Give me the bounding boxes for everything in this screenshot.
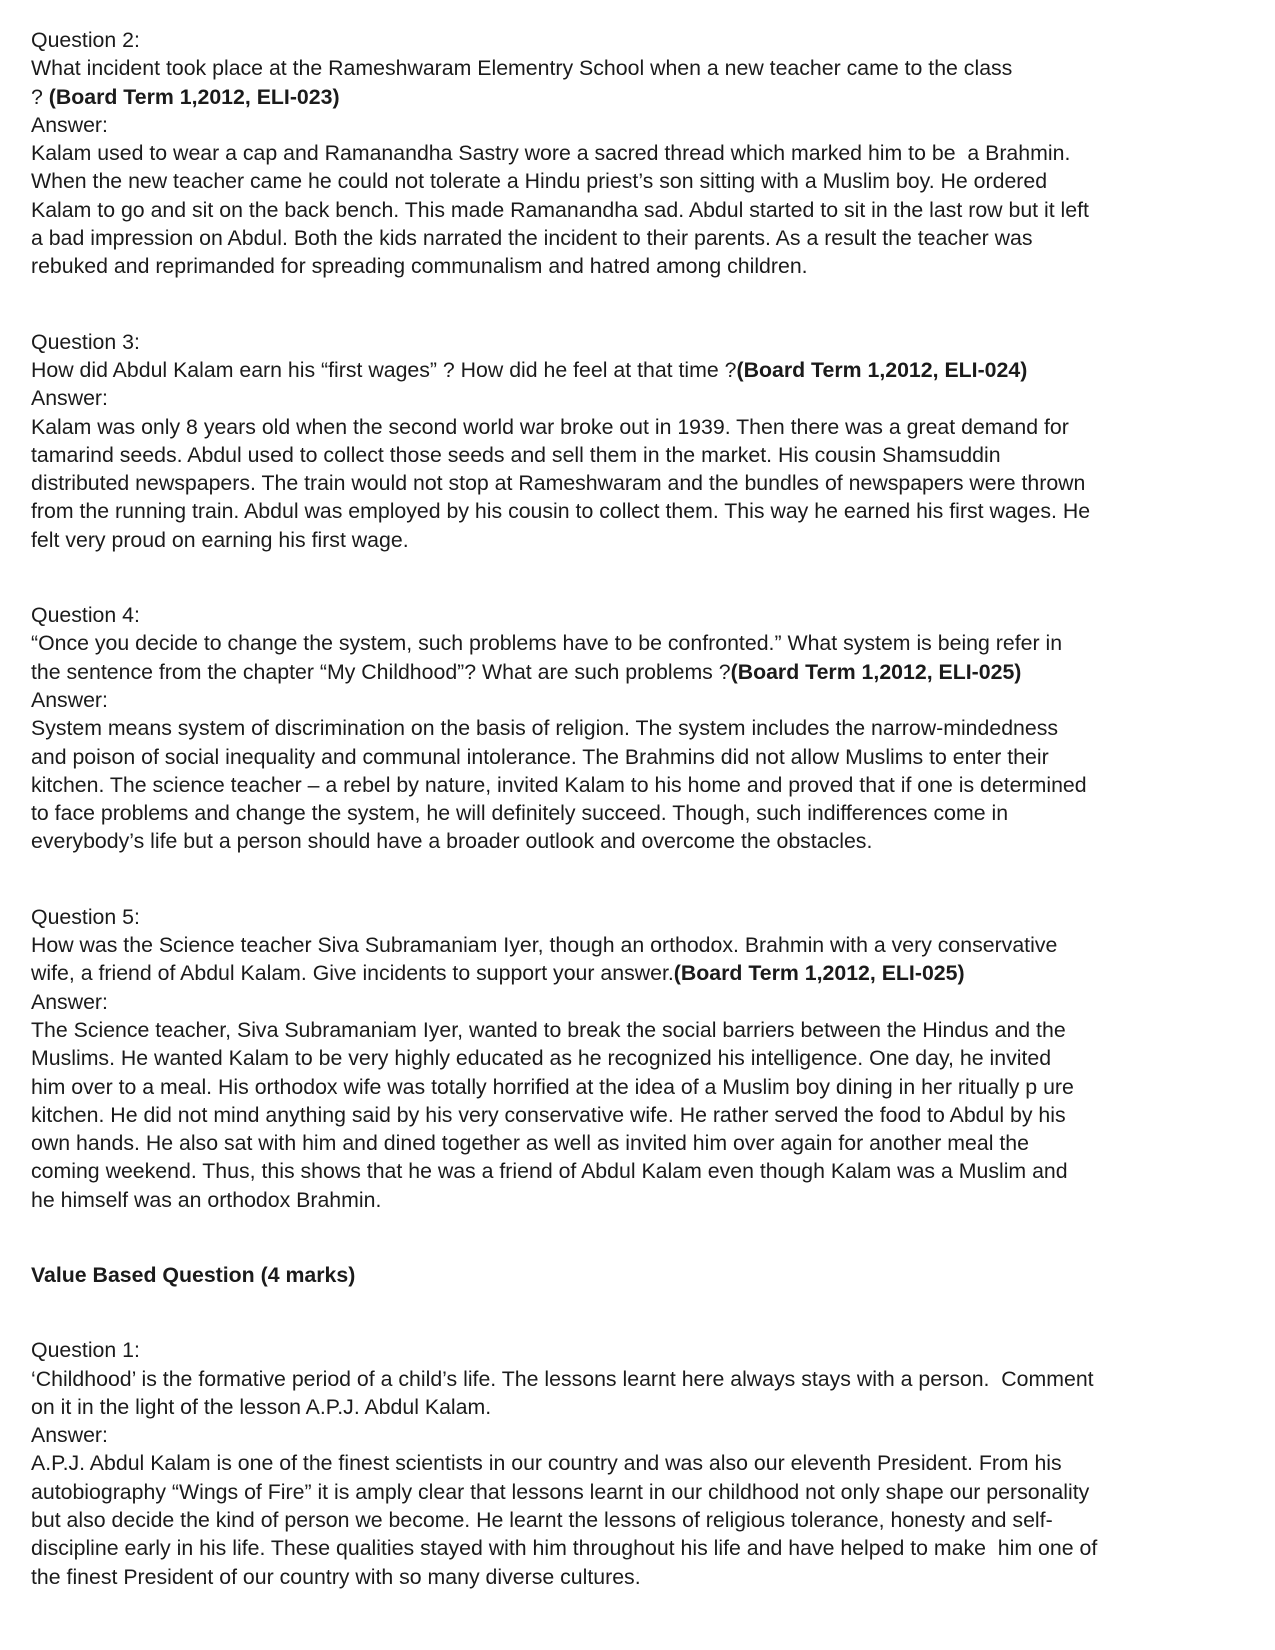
- text-segment: tamarind seeds. Abdul used to collect those seeds and sell them in the market. His cousin Shamsuddin: [31, 442, 1001, 467]
- text-segment: the finest President of our country with so many diverse cultures.: [31, 1564, 641, 1589]
- text-line: [31, 1393, 1251, 1421]
- text-line: [31, 658, 1251, 686]
- text-line: [31, 26, 1251, 54]
- text-line: [31, 743, 1251, 771]
- text-segment: wife, a friend of Abdul Kalam. Give incidents to support your answer.: [31, 961, 674, 986]
- text-line: [31, 771, 1251, 799]
- text-segment: felt very proud on earning his first wage.: [31, 527, 409, 552]
- text-segment: kitchen. The science teacher – a rebel by nature, invited Kalam to his home and proved that if one is determined: [31, 772, 1087, 797]
- text-segment: Answer:: [31, 1423, 108, 1448]
- text-line: [31, 196, 1251, 224]
- text-segment: The Science teacher, Siva Subramaniam Iyer, wanted to break the social barriers between the Hindus and the: [31, 1017, 1066, 1042]
- bold-text-segment: (Board Term 1,2012, ELI-025): [673, 961, 965, 986]
- text-line: [31, 959, 1251, 987]
- bold-text-segment: (Board Term 1,2012, ELI-025): [730, 659, 1022, 684]
- bold-text-segment: Value Based Question (4 marks): [31, 1262, 356, 1287]
- text-line: [31, 54, 1251, 82]
- text-segment: he himself was an orthodox Brahmin.: [31, 1187, 382, 1212]
- text-segment: distributed newspapers. The train would not stop at Rameshwaram and the bundles of newspapers were thrown: [31, 471, 1086, 496]
- text-line: [31, 139, 1251, 167]
- text-segment: and poison of social inequality and communal intolerance. The Brahmins did not allow Muslims to enter their: [31, 744, 1049, 769]
- text-segment: Answer:: [31, 386, 108, 411]
- text-segment: coming weekend. Thus, this shows that he was a friend of Abdul Kalam even though Kalam was a Muslim and: [31, 1159, 1068, 1184]
- text-segment: What incident took place at the Rameshwaram Elementry School when a new teacher came to the class: [31, 56, 1013, 81]
- text-line: [31, 1421, 1251, 1449]
- text-line: [31, 629, 1251, 657]
- text-line: [31, 1261, 1251, 1289]
- text-segment: rebuked and reprimanded for spreading communalism and hatred among children.: [31, 254, 808, 279]
- value-based-question-heading: [31, 1261, 1251, 1289]
- text-line: [31, 1129, 1251, 1157]
- text-line: [31, 469, 1251, 497]
- question-2-block: [31, 26, 1251, 281]
- text-segment: everybody’s life but a person should have a broader outlook and overcome the obstacles.: [31, 829, 873, 854]
- text-segment: but also decide the kind of person we become. He learnt the lessons of religious tolerance, honesty and self-: [31, 1508, 1053, 1533]
- text-line: [31, 224, 1251, 252]
- text-line: [31, 1534, 1251, 1562]
- document-body: [31, 26, 1251, 1591]
- text-segment: Kalam was only 8 years old when the second world war broke out in 1939. Then there was a great demand for: [31, 414, 1069, 439]
- text-segment: ?: [31, 84, 49, 109]
- text-line: [31, 903, 1251, 931]
- text-segment: discipline early in his life. These qualities stayed with him throughout his life and have helped to make him one of: [31, 1536, 1098, 1561]
- text-line: [31, 1073, 1251, 1101]
- text-segment: the sentence from the chapter “My Childhood”? What are such problems ?: [31, 659, 731, 684]
- text-segment: Kalam to go and sit on the back bench. This made Ramanandha sad. Abdul started to sit in the last row but it left: [31, 197, 1089, 222]
- text-line: [31, 1449, 1251, 1477]
- text-segment: How did Abdul Kalam earn his “first wages” ? How did he feel at that time ?: [31, 357, 737, 382]
- text-segment: a bad impression on Abdul. Both the kids narrated the incident to their parents. As a result the teacher was: [31, 226, 1033, 251]
- text-segment: Kalam used to wear a cap and Ramanandha Sastry wore a sacred thread which marked him to be a Brahmin.: [31, 141, 1071, 166]
- text-line: [31, 252, 1251, 280]
- text-segment: Question 2:: [31, 28, 140, 52]
- text-segment: When the new teacher came he could not tolerate a Hindu priest’s son sitting with a Muslim boy. He ordered: [31, 169, 1048, 194]
- text-segment: on it in the light of the lesson A.P.J. Abdul Kalam.: [31, 1394, 492, 1419]
- text-segment: from the running train. Abdul was employed by his cousin to collect them. This way he earned his first wages. He: [31, 499, 1091, 524]
- text-line: [31, 413, 1251, 441]
- text-segment: Question 1:: [31, 1338, 140, 1363]
- text-segment: Answer:: [31, 112, 108, 137]
- text-segment: How was the Science teacher Siva Subramaniam Iyer, though an orthodox. Brahmin with a very conservative: [31, 933, 1058, 958]
- text-line: [31, 441, 1251, 469]
- text-line: [31, 714, 1251, 742]
- question-4-block: [31, 601, 1251, 856]
- text-segment: kitchen. He did not mind anything said by his very conservative wife. He rather served the food to Abdul by his: [31, 1102, 1066, 1127]
- text-segment: Question 5:: [31, 904, 140, 929]
- text-line: [31, 1186, 1251, 1214]
- text-line: [31, 526, 1251, 554]
- text-segment: Answer:: [31, 989, 108, 1014]
- text-line: [31, 1563, 1251, 1591]
- text-line: [31, 1478, 1251, 1506]
- text-segment: “Once you decide to change the system, such problems have to be confronted.” What system is being refer in: [31, 631, 1063, 656]
- text-line: [31, 931, 1251, 959]
- text-segment: ‘Childhood’ is the formative period of a child’s life. The lessons learnt here always stays with a person. Comment: [31, 1366, 1094, 1391]
- text-line: [31, 111, 1251, 139]
- text-line: [31, 328, 1251, 356]
- text-line: [31, 1044, 1251, 1072]
- text-line: [31, 988, 1251, 1016]
- text-segment: System means system of discrimination on the basis of religion. The system includes the narrow-mindedness: [31, 716, 1059, 741]
- text-segment: him over to a meal. His orthodox wife was totally horrified at the idea of a Muslim boy dining in her ritually p ure: [31, 1074, 1074, 1099]
- text-segment: autobiography “Wings of Fire” it is amply clear that lessons learnt in our childhood not only shape our personality: [31, 1479, 1090, 1504]
- question-5-block: [31, 903, 1251, 1214]
- value-question-1-block: [31, 1336, 1251, 1591]
- text-line: [31, 1101, 1251, 1129]
- question-3-block: [31, 328, 1251, 554]
- text-line: [31, 799, 1251, 827]
- text-segment: to face problems and change the system, he will definitely succeed. Though, such indifferences come in: [31, 801, 1009, 826]
- text-line: [31, 686, 1251, 714]
- text-segment: Question 3:: [31, 329, 140, 354]
- text-line: [31, 1365, 1251, 1393]
- text-line: [31, 601, 1251, 629]
- text-line: [31, 83, 1251, 111]
- text-line: [31, 384, 1251, 412]
- bold-text-segment: (Board Term 1,2012, ELI-024): [736, 357, 1028, 382]
- text-line: [31, 827, 1251, 855]
- text-line: [31, 1016, 1251, 1044]
- bold-text-segment: (Board Term 1,2012, ELI-023): [48, 84, 340, 109]
- text-line: [31, 497, 1251, 525]
- text-segment: own hands. He also sat with him and dined together as well as invited him over again for another meal the: [31, 1131, 1029, 1156]
- text-segment: Question 4:: [31, 603, 140, 628]
- text-line: [31, 1157, 1251, 1185]
- text-segment: Muslims. He wanted Kalam to be very highly educated as he recognized his intelligence. One day, he invited: [31, 1046, 1052, 1071]
- text-line: [31, 1336, 1251, 1364]
- text-line: [31, 1506, 1251, 1534]
- text-segment: Answer:: [31, 687, 108, 712]
- text-segment: A.P.J. Abdul Kalam is one of the finest scientists in our country and was also our eleventh President. From his: [31, 1451, 1062, 1476]
- text-line: [31, 356, 1251, 384]
- text-line: [31, 167, 1251, 195]
